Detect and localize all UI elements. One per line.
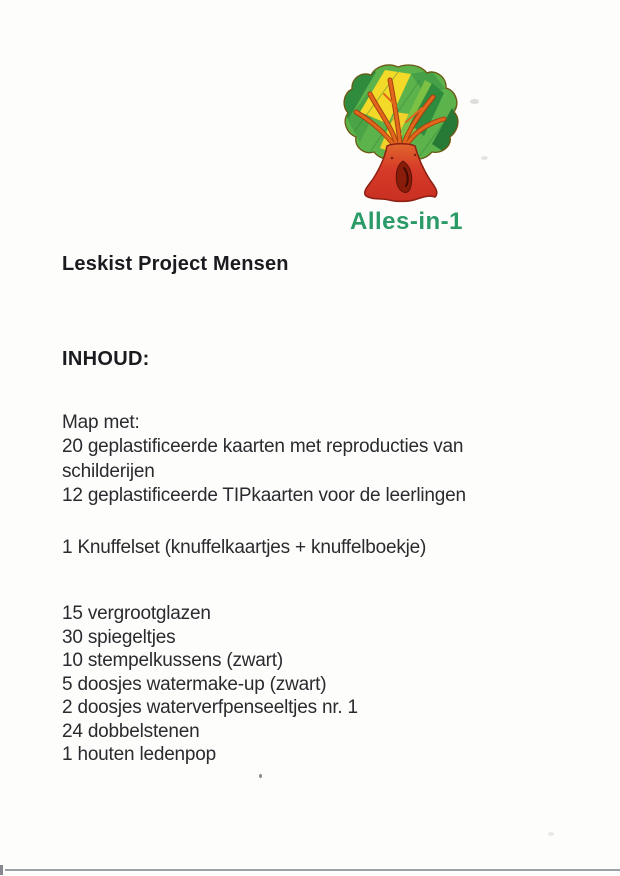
content-line: Map met: — [62, 412, 140, 433]
content-group-materials — [62, 602, 358, 767]
content-line: 1 Knuffelset (knuffelkaartjes + knuffelboekje) — [62, 537, 427, 558]
page-title: Leskist Project Mensen — [62, 253, 289, 275]
scan-speck — [548, 832, 554, 836]
scan-edge-tick — [0, 865, 3, 875]
scan-edge-line — [5, 869, 620, 871]
scan-speck — [481, 156, 488, 160]
content-line: 20 geplastificeerde kaarten met reproducties van — [62, 436, 464, 458]
content-line: 2 doosjes waterverfpenseeltjes nr. 1 — [62, 697, 358, 718]
content-line: 30 spiegeltjes — [62, 626, 176, 648]
logo-wordmark: Alles-in-1 — [350, 208, 464, 235]
content-line: 15 vergrootglazen — [62, 603, 211, 624]
content-group-knuffelset — [62, 536, 426, 560]
content-line: 5 doosjes watermake-up (zwart) — [62, 673, 327, 695]
alles-in-1-logo — [340, 62, 472, 235]
content-line: 12 geplastificeerde TIPkaarten voor de leerlingen — [62, 485, 466, 507]
content-line: 24 dobbelstenen — [62, 720, 200, 742]
content-line: 10 stempelkussens (zwart) — [62, 650, 283, 671]
scan-speck — [259, 774, 262, 778]
scan-speck — [470, 99, 479, 104]
content-line: 1 houten ledenpop — [62, 744, 217, 765]
content-group-map — [62, 411, 466, 509]
section-heading-inhoud: INHOUD: — [62, 348, 150, 370]
content-line: schilderijen — [62, 460, 155, 482]
tree-logo-icon — [340, 62, 462, 208]
